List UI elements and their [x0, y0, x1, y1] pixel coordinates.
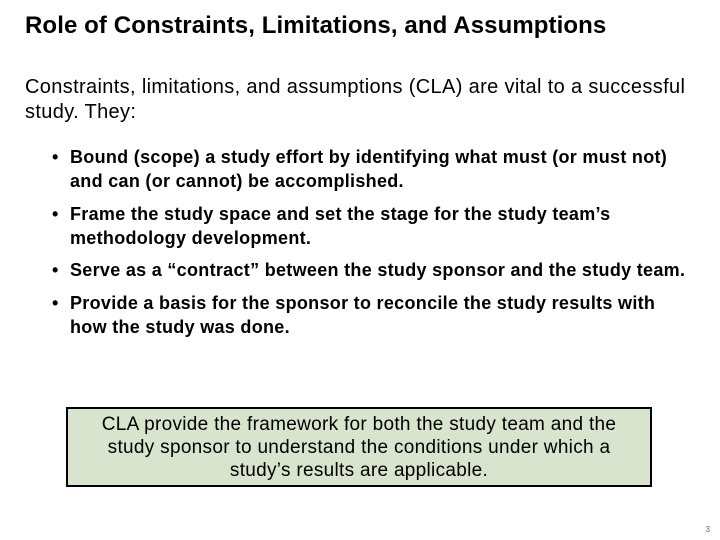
bullet-marker: •	[52, 260, 59, 280]
bullet-text: Bound (scope) a study effort by identifying what must (or must not) and can (or cannot) be accomplished.	[70, 147, 668, 191]
bullet-marker: •	[52, 292, 59, 313]
bullet-item	[52, 291, 692, 339]
intro-paragraph: Constraints, limitations, and assumptions (CLA) are vital to a successful study. They:	[25, 76, 686, 123]
bullet-text: Serve as a “contract” between the study sponsor and the study team.	[70, 260, 686, 280]
bullet-text: Provide a basis for the sponsor to reconcile the study results with how the study was done.	[70, 292, 656, 337]
slide-title: Role of Constraints, Limitations, and Assumptions	[25, 12, 607, 39]
bullet-item	[52, 145, 692, 193]
bullet-text: Frame the study space and set the stage for the study team’s methodology development.	[70, 203, 611, 248]
bullet-list	[52, 145, 692, 347]
bullet-item	[52, 258, 692, 282]
bullet-marker: •	[52, 203, 59, 224]
callout-box	[66, 407, 652, 487]
bullet-marker: •	[52, 147, 59, 167]
page-number: 3	[705, 525, 710, 534]
bullet-item	[52, 202, 692, 250]
callout-text: CLA provide the framework for both the study team and the study sponsor to understand the conditions under which a study’s results are applicable.	[101, 413, 617, 481]
